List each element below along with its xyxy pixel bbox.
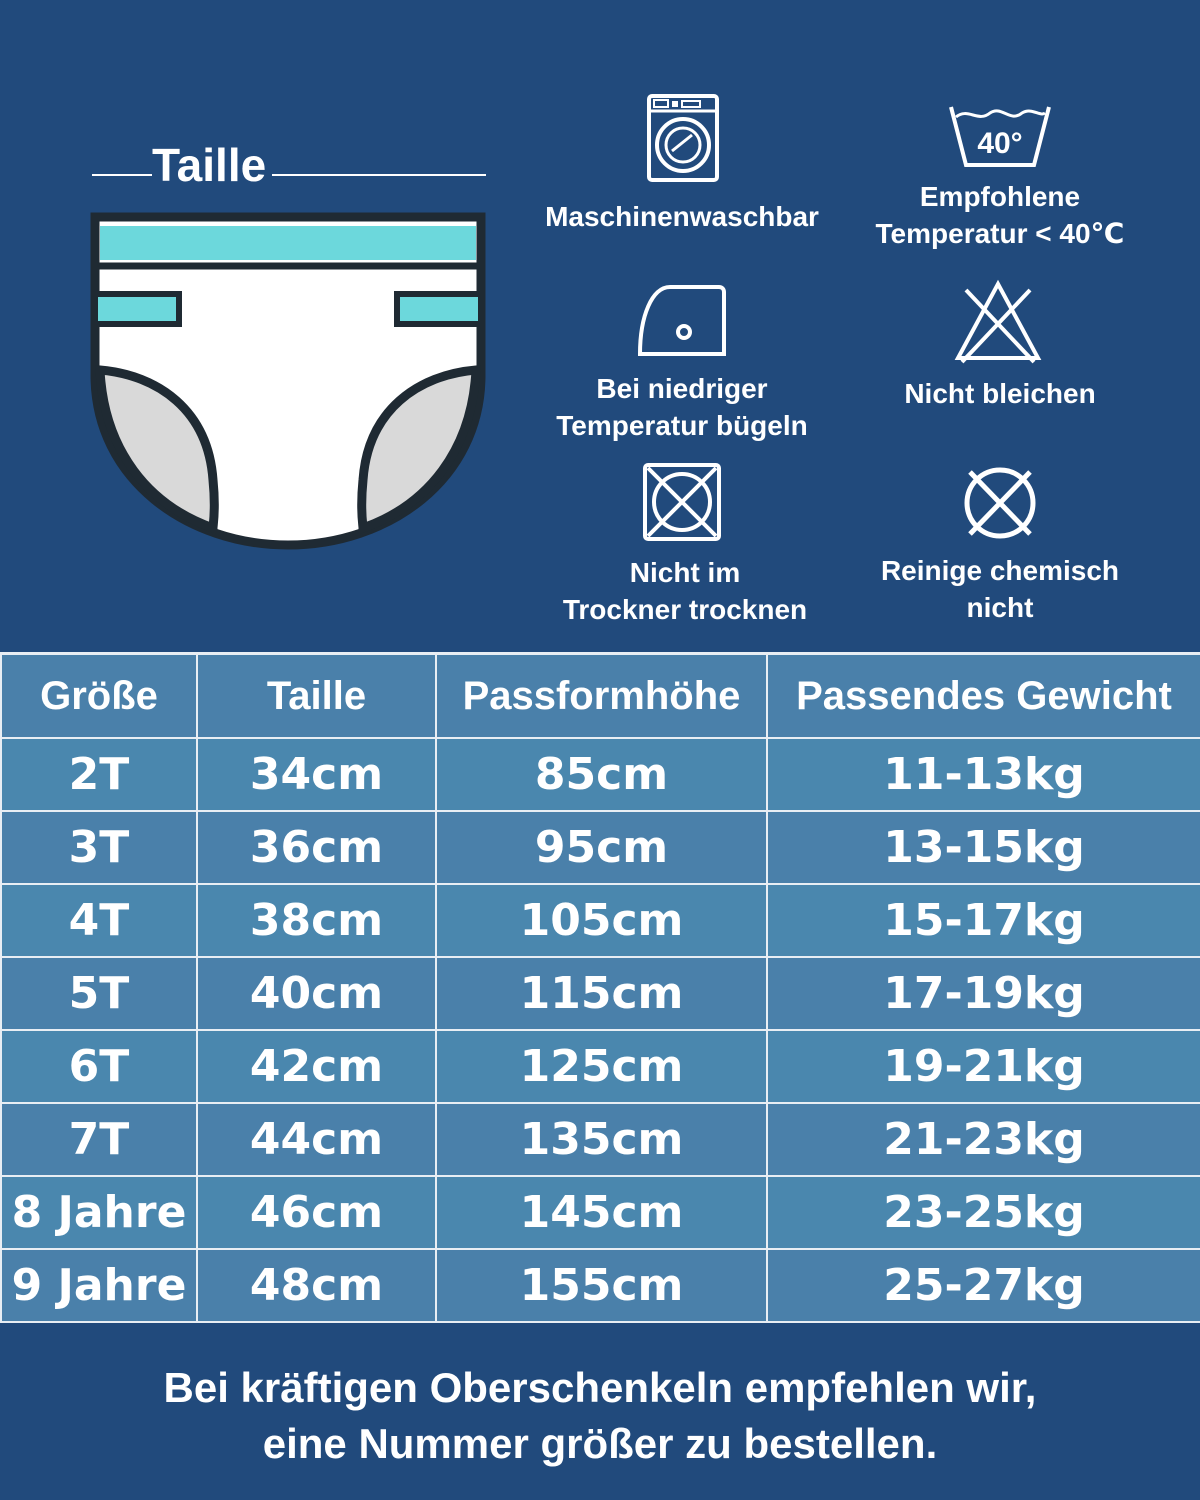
taille-line-left [92,174,152,176]
cell-size: 4T [1,884,197,957]
care-label-temperature-line2: Temperatur < 40℃ [875,218,1125,249]
header-fit-height: Passformhöhe [436,654,767,739]
cell-size: 2T [1,738,197,811]
top-section [0,0,1200,650]
care-label-no-tumble-dry-line2: Trockner trocknen [562,594,808,625]
care-label-no-dry-clean-line2: nicht [966,592,1034,623]
header-waist: Taille [197,654,436,739]
cell-weight: 23-25kg [767,1176,1200,1249]
cell-fit-height: 145cm [436,1176,767,1249]
cell-size: 5T [1,957,197,1030]
cell-waist: 38cm [197,884,436,957]
wash-40-text: 40° [977,127,1023,160]
care-label-iron [520,370,844,444]
taille-line-right [272,174,486,176]
care-label-iron-line1: Bei niedriger [596,373,768,404]
care-label-no-tumble-dry-line1: Nicht im [629,557,741,588]
care-label-iron-line2: Temperatur bügeln [556,410,808,441]
table-row [1,1249,1200,1322]
care-label-temperature [850,178,1150,252]
cell-fit-height: 155cm [436,1249,767,1322]
sizing-note-line2: eine Nummer größer zu bestellen. [262,1420,938,1467]
cell-waist: 42cm [197,1030,436,1103]
cell-weight: 21-23kg [767,1103,1200,1176]
table-row [1,1176,1200,1249]
header-size: Größe [1,654,197,739]
no-tumble-dry-icon [642,462,722,542]
wash-40-icon [948,103,1052,169]
care-label-machine-washable: Maschinenwaschbar [545,201,819,232]
cell-weight: 11-13kg [767,738,1200,811]
care-label-temperature-line1: Empfohlene [919,181,1081,212]
cell-size: 6T [1,1030,197,1103]
table-row [1,884,1200,957]
cell-waist: 34cm [197,738,436,811]
size-table [0,652,1200,1323]
table-row [1,957,1200,1030]
table-row [1,811,1200,884]
cell-size: 9 Jahre [1,1249,197,1322]
cell-weight: 25-27kg [767,1249,1200,1322]
table-row [1,1030,1200,1103]
cell-fit-height: 95cm [436,811,767,884]
cell-fit-height: 85cm [436,738,767,811]
care-label-no-bleach: Nicht bleichen [904,378,1096,409]
sizing-note [0,1360,1200,1472]
cell-waist: 44cm [197,1103,436,1176]
care-label-no-dry-clean [850,552,1150,626]
cell-waist: 48cm [197,1249,436,1322]
cell-size: 3T [1,811,197,884]
taille-label: Taille [152,139,267,191]
care-label-no-tumble-dry [520,554,850,628]
diaper-illustration [88,210,488,555]
cell-size: 7T [1,1103,197,1176]
cell-weight: 13-15kg [767,811,1200,884]
iron-low-icon [636,284,728,358]
no-dry-clean-icon [960,464,1040,542]
cell-fit-height: 135cm [436,1103,767,1176]
cell-fit-height: 105cm [436,884,767,957]
no-bleach-icon [954,278,1042,364]
cell-fit-height: 115cm [436,957,767,1030]
header-weight: Passendes Gewicht [767,654,1200,739]
cell-waist: 46cm [197,1176,436,1249]
cell-waist: 36cm [197,811,436,884]
cell-waist: 40cm [197,957,436,1030]
care-label-no-dry-clean-line1: Reinige chemisch [880,555,1120,586]
cell-fit-height: 125cm [436,1030,767,1103]
cell-weight: 17-19kg [767,957,1200,1030]
cell-weight: 19-21kg [767,1030,1200,1103]
cell-size: 8 Jahre [1,1176,197,1249]
table-row [1,1103,1200,1176]
cell-weight: 15-17kg [767,884,1200,957]
washing-machine-icon [646,93,720,183]
size-table-header [1,654,1200,739]
sizing-note-line1: Bei kräftigen Oberschenkeln empfehlen wir, [163,1364,1037,1411]
table-row [1,738,1200,811]
